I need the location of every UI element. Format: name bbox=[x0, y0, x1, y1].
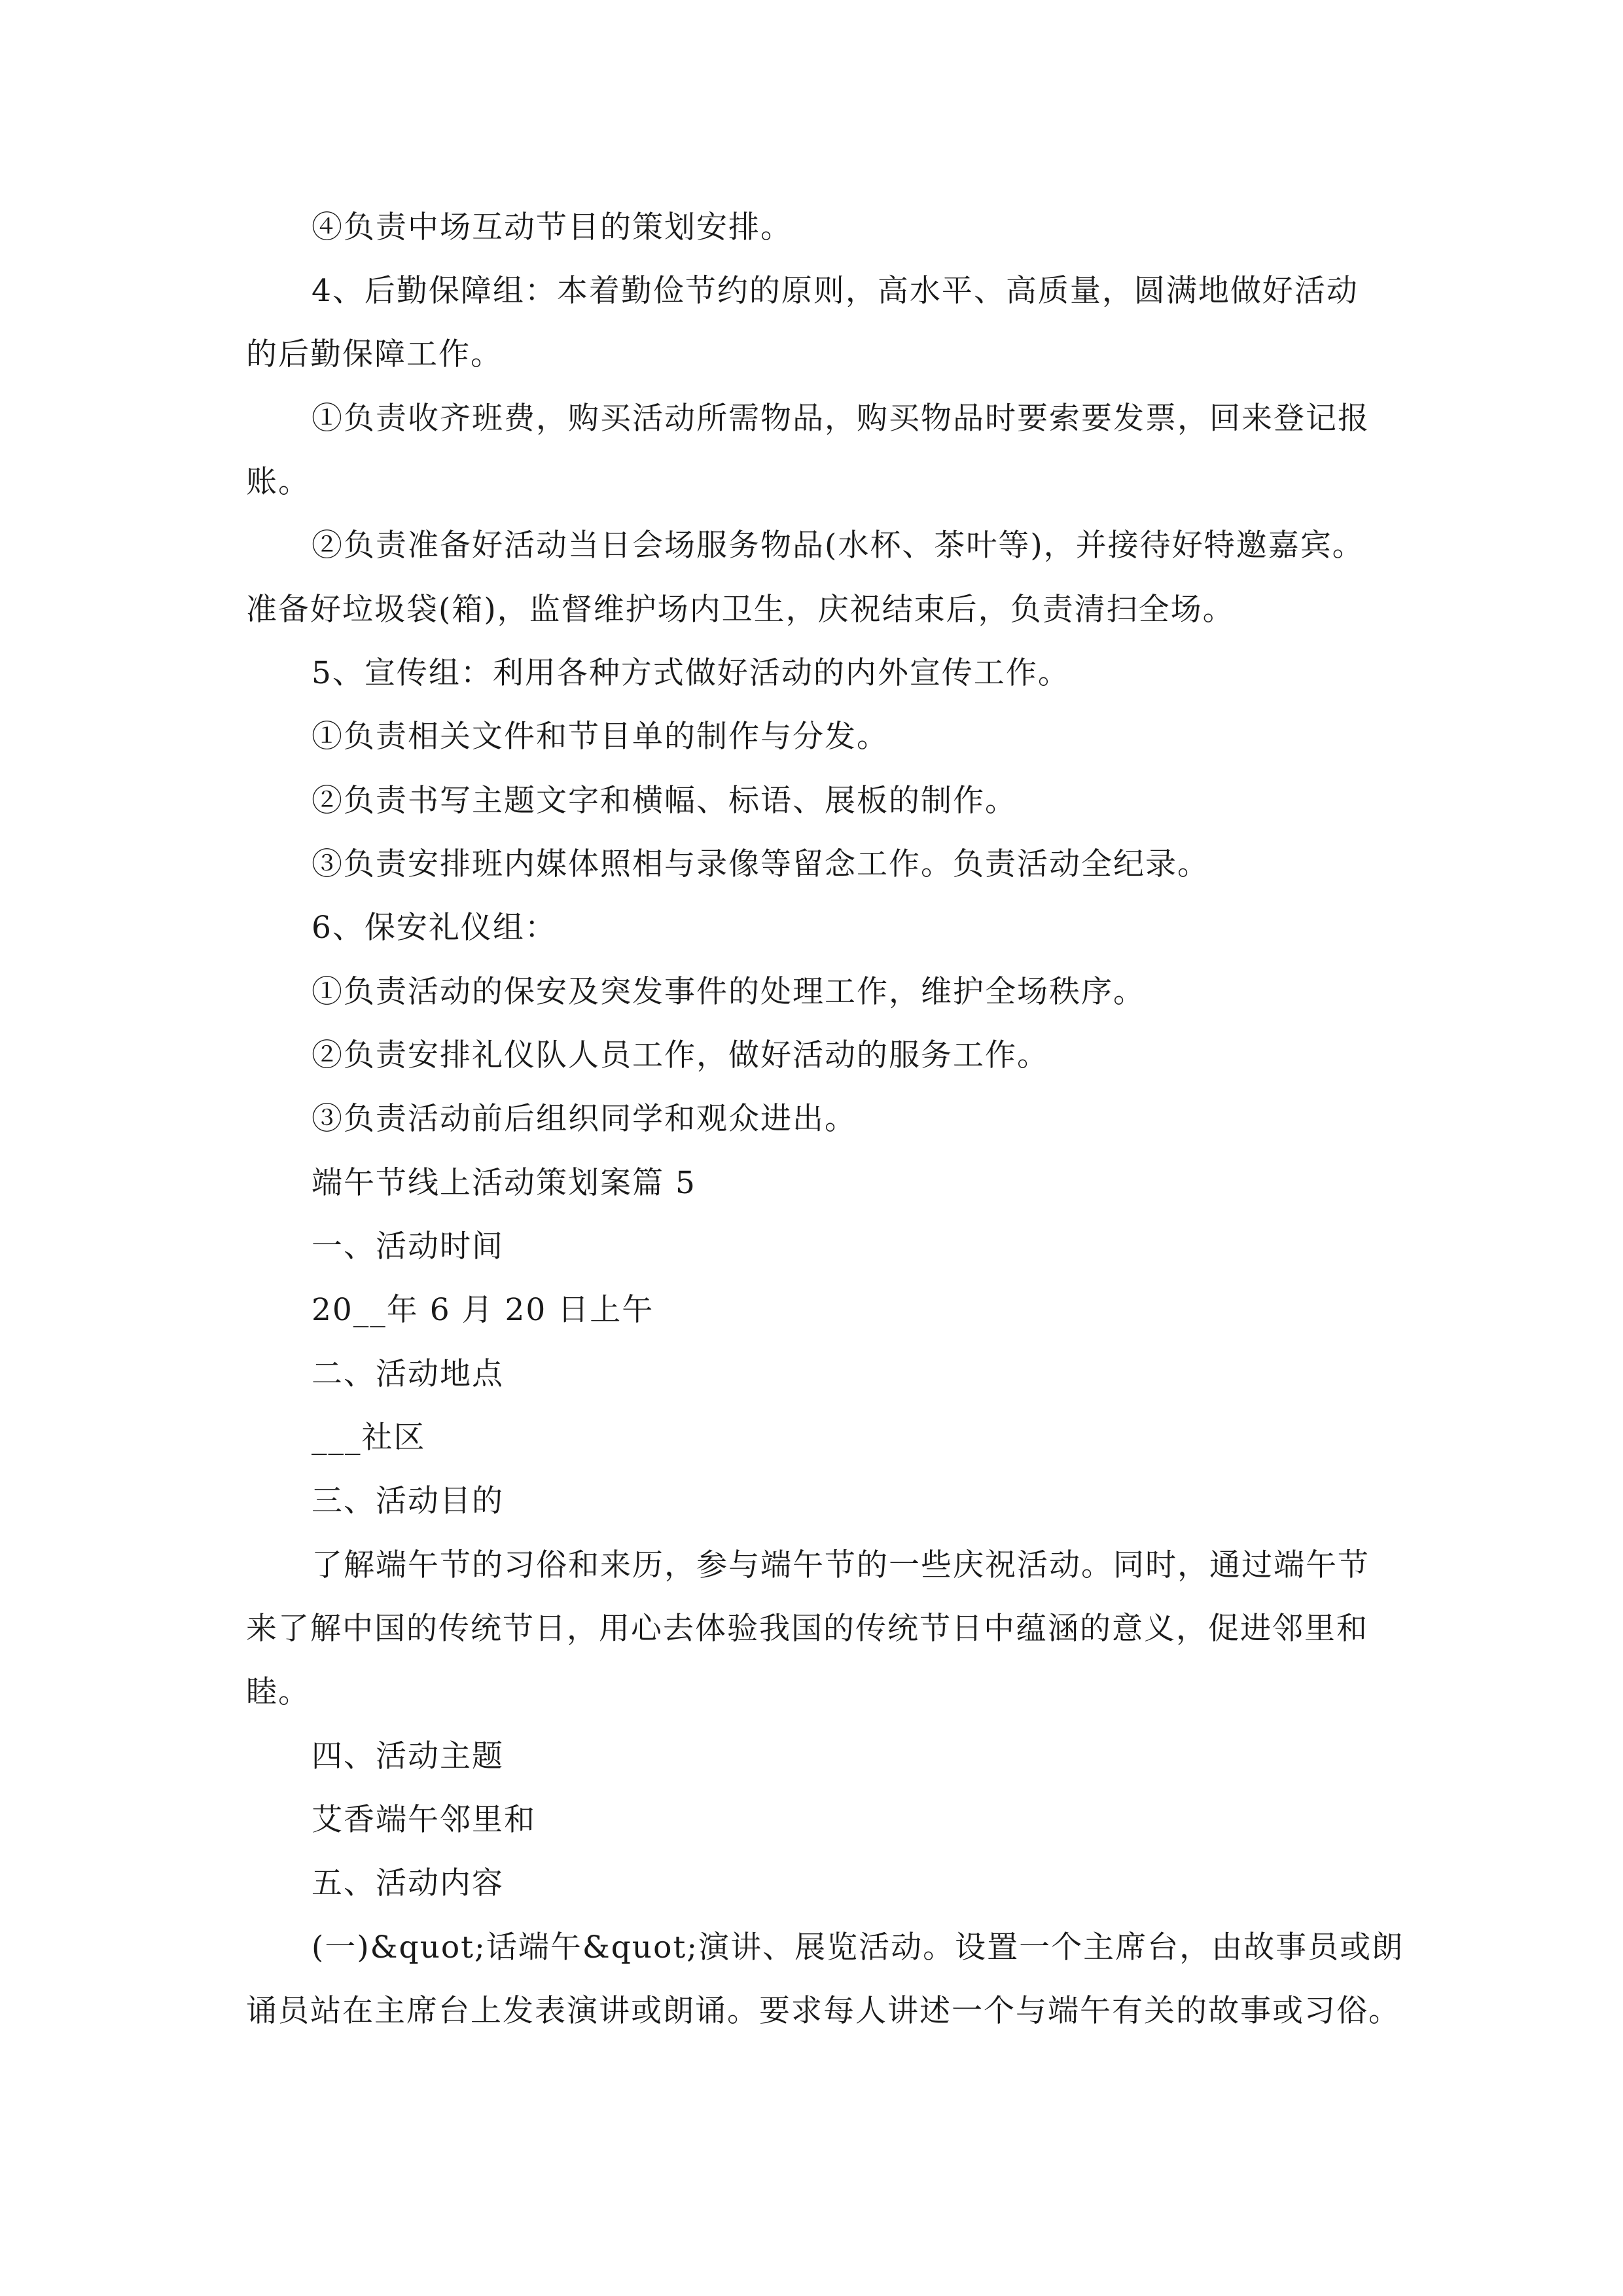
text-line: ②负责书写主题文字和横幅、标语、展板的制作。 bbox=[312, 783, 1017, 819]
text-line: ②负责准备好活动当日会场服务物品(水杯、茶叶等)，并接待好特邀嘉宾。 bbox=[312, 528, 1364, 564]
text-line: ②负责安排礼仪队人员工作，做好活动的服务工作。 bbox=[312, 1037, 1049, 1073]
section-heading: 四、活动主题 bbox=[312, 1738, 504, 1774]
text-line: ④负责中场互动节目的策划安排。 bbox=[312, 209, 793, 245]
text-line: 了解端午节的习俗和来历，参与端午节的一些庆祝活动。同时，通过端午节 bbox=[312, 1547, 1370, 1583]
text-line: 20__年 6 月 20 日上午 bbox=[312, 1292, 654, 1328]
section-heading: 一、活动时间 bbox=[312, 1229, 504, 1265]
text-line: 诵员站在主席台上发表演讲或朗诵。要求每人讲述一个与端午有关的故事或习俗。 bbox=[246, 1993, 1400, 2029]
text-line: 6、保安礼仪组： bbox=[312, 910, 557, 946]
section-heading: 端午节线上活动策划案篇 5 bbox=[312, 1165, 696, 1201]
section-heading: 三、活动目的 bbox=[312, 1483, 504, 1519]
text-line: 来了解中国的传统节日，用心去体验我国的传统节日中蕴涵的意义，促进邻里和 bbox=[246, 1611, 1368, 1647]
text-line: ___社区 bbox=[312, 1420, 426, 1456]
text-line: ③负责安排班内媒体照相与录像等留念工作。负责活动全纪录。 bbox=[312, 846, 1209, 882]
text-line: 4、后勤保障组：本着勤俭节约的原则，高水平、高质量，圆满地做好活动 bbox=[312, 273, 1359, 309]
section-heading: 二、活动地点 bbox=[312, 1356, 504, 1392]
text-line: 准备好垃圾袋(箱)，监督维护场内卫生，庆祝结束后，负责清扫全场。 bbox=[246, 592, 1235, 628]
text-line: (一)&quot;话端午&quot;演讲、展览活动。设置一个主席台，由故事员或朗 bbox=[312, 1929, 1404, 1965]
text-line: ①负责活动的保安及突发事件的处理工作，维护全场秩序。 bbox=[312, 974, 1145, 1010]
text-line: 5、宣传组：利用各种方式做好活动的内外宣传工作。 bbox=[312, 655, 1070, 691]
text-line: 艾香端午邻里和 bbox=[312, 1802, 536, 1838]
text-line: ①负责收齐班费，购买活动所需物品，购买物品时要索要发票，回来登记报 bbox=[312, 401, 1370, 437]
section-heading: 五、活动内容 bbox=[312, 1865, 504, 1901]
text-line: 账。 bbox=[246, 464, 310, 500]
text-line: ①负责相关文件和节目单的制作与分发。 bbox=[312, 719, 889, 755]
text-line: ③负责活动前后组织同学和观众进出。 bbox=[312, 1101, 857, 1137]
text-line: 的后勤保障工作。 bbox=[246, 336, 503, 372]
text-line: 睦。 bbox=[246, 1674, 310, 1710]
